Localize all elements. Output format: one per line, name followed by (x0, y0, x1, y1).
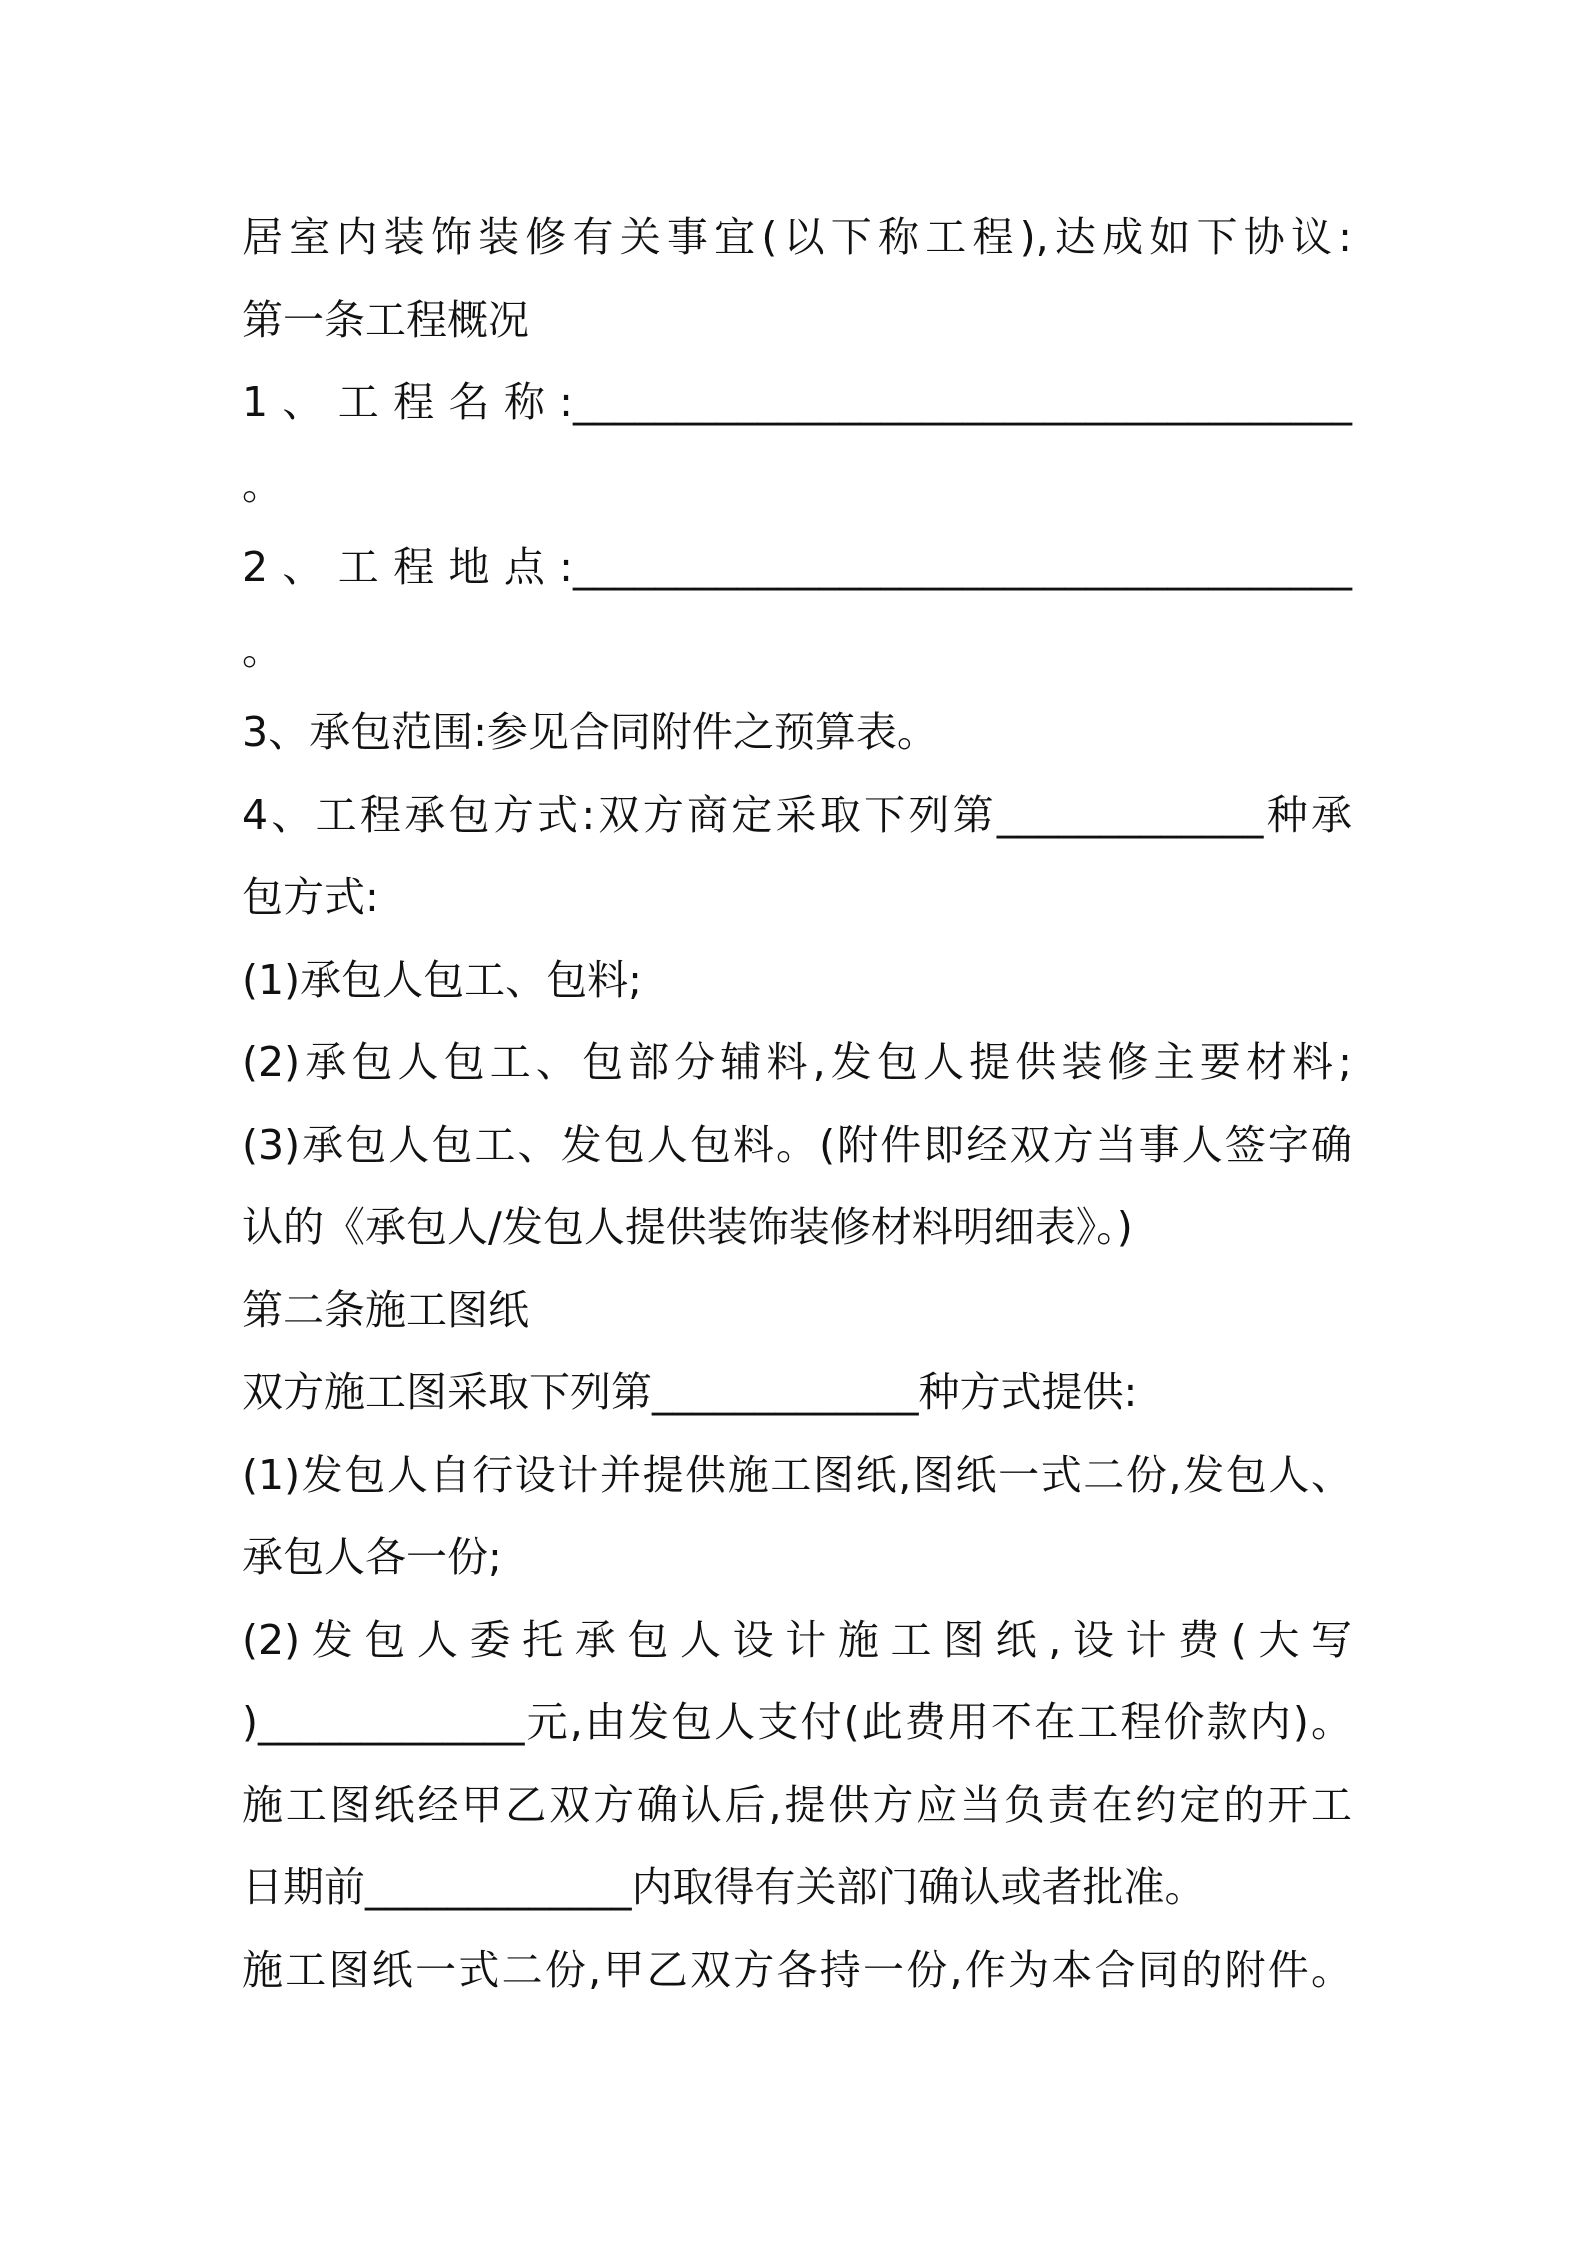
contract-method-line: 4、工程承包方式:双方商定采取下列第_____________种承 (242, 790, 1352, 839)
drawing-option-2: (2)发包人委托承包人设计施工图纸,设计费(大写 (242, 1615, 1352, 1664)
method-option-3: (3)承包人包工、发包人包料。(附件即经双方当事人签字确 (242, 1120, 1352, 1169)
project-name-line: 1、工程名称:______________________________________ (242, 378, 1352, 426)
drawing-method-line: 双方施工图采取下列第_____________种方式提供: (242, 1368, 1138, 1416)
contract-scope-line: 3、承包范围:参见合同附件之预算表。 (242, 708, 938, 756)
drawing-option-1-cont: 承包人各一份; (242, 1533, 502, 1581)
project-name-end: 。 (242, 460, 283, 509)
drawing-option-2-cont: )_____________元,由发包人支付(此费用不在工程价款内)。 (242, 1698, 1352, 1746)
method-option-2: (2)承包人包工、包部分辅料,发包人提供装修主要材料; (242, 1038, 1352, 1086)
drawing-approval-cont: 日期前_____________内取得有关部门确认或者批准。 (242, 1863, 1206, 1911)
drawing-option-1: (1)发包人自行设计并提供施工图纸,图纸一式二份,发包人、 (242, 1450, 1352, 1499)
intro-line: 居室内装饰装修有关事宜(以下称工程),达成如下协议: (242, 213, 1352, 261)
drawing-approval-line: 施工图纸经甲乙双方确认后,提供方应当负责在约定的开工 (242, 1780, 1352, 1829)
contract-method-cont: 包方式: (242, 873, 379, 921)
section-1-heading: 第一条工程概况 (242, 295, 529, 344)
contract-text (242, 196, 1352, 2011)
project-location-line: 2、工程地点:______________________________________ (242, 543, 1352, 591)
project-location-end: 。 (242, 625, 283, 674)
drawing-copies-line: 施工图纸一式二份,甲乙双方各持一份,作为本合同的附件。 (242, 1945, 1352, 1994)
method-option-1: (1)承包人包工、包料; (242, 955, 642, 1004)
method-option-3-cont: 认的《承包人/发包人提供装饰装修材料明细表》。) (242, 1203, 1133, 1251)
section-2-heading: 第二条施工图纸 (242, 1285, 529, 1334)
